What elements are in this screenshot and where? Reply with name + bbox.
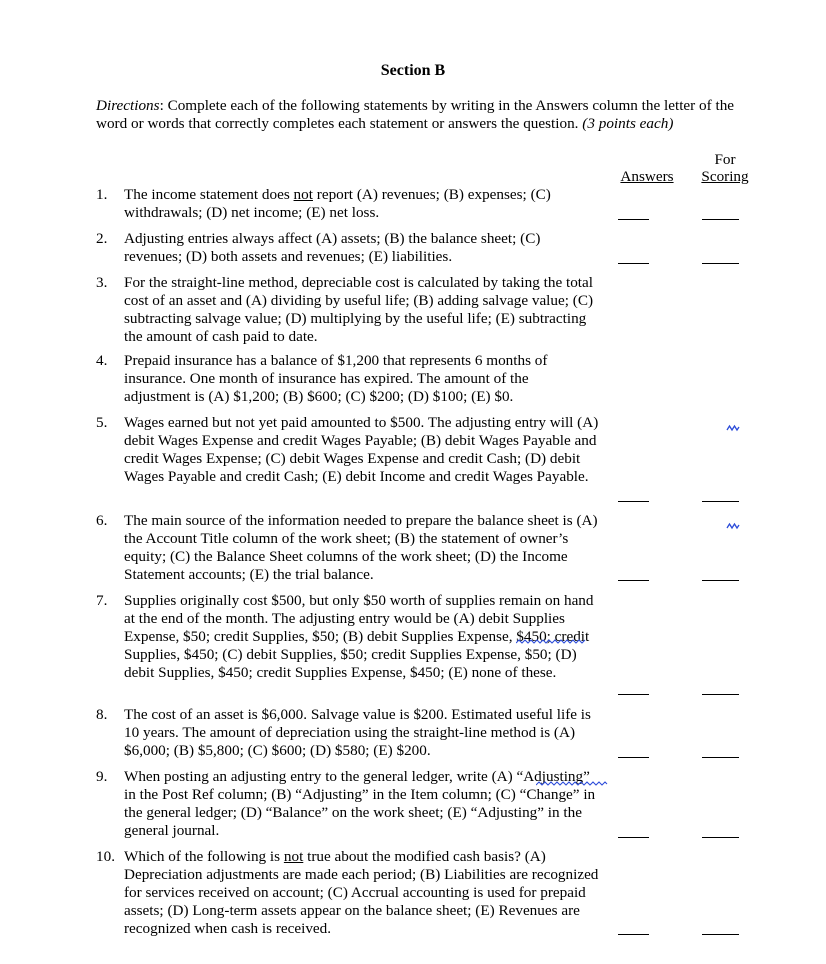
scoring-blank-8[interactable] (702, 757, 739, 758)
answer-blank-8[interactable] (618, 757, 649, 758)
spellcheck-underline-icon (516, 638, 586, 646)
scoring-blank-1[interactable] (702, 219, 739, 220)
directions-text: : Complete each of the following statements by writing in the Answers column the letter of the word or words that correctly completes each statement or answers the question. (96, 97, 735, 132)
answer-blank-5[interactable] (618, 501, 649, 502)
points-note: (3 points each) (582, 115, 674, 132)
answer-blank-1[interactable] (618, 219, 649, 220)
answer-blank-9[interactable] (618, 837, 649, 838)
scoring-blank-7[interactable] (702, 694, 739, 695)
question-1-text: The income statement does not report (A) revenues; (B) expenses; (C) withdrawals; (D) net income; (E) net loss. (124, 186, 551, 221)
directions-label: Directions (96, 97, 160, 114)
question-2-text: Adjusting entries always affect (A) assets; (B) the balance sheet; (C) revenues; (D) both assets and revenues; (E) liabilities. (124, 230, 541, 265)
question-3-text: For the straight-line method, depreciable cost is calculated by taking the total cost of an asset and (A) dividing by useful life; (B) adding salvage value; (C) subtracting salvage value; (D) multiplying by the useful life; (E) subtracting the amount of cash paid to date. (124, 274, 594, 345)
spellcheck-mark-icon (726, 424, 740, 432)
answers-column-header: Answers (620, 168, 674, 185)
answer-blank-10[interactable] (618, 934, 649, 935)
question-4-text: Prepaid insurance has a balance of $1,200 that represents 6 months of insurance. One month of insurance has expired. The amount of the adjustment is (A) $1,200; (B) $600; (C) $200; (D) $100; (E) $0. (124, 352, 548, 405)
scoring-blank-2[interactable] (702, 263, 739, 264)
scoring-blank-9[interactable] (702, 837, 739, 838)
directions (96, 97, 756, 133)
question-10-text: Which of the following is not true about the modified cash basis? (A) Depreciation adjustments are made each period; (B) Liabilities are recognized for services received on account; (C) Accrual accounting is used for prepaid assets; (D) Long-term assets appear on the balance sheet; (E) Revenues are recognized when cash is received. (124, 848, 599, 937)
spellcheck-underline-icon (536, 780, 608, 788)
spellcheck-mark-icon (726, 522, 740, 530)
question-5-text: Wages earned but not yet paid amounted to $500. The adjusting entry will (A) debit Wages Expense and credit Wages Payable; (B) debit Wages Payable and credit Wages Expense; (C) debit Wages Expense and credit Cash; (D) debit Wages Payable and credit Cash; (E) debit Income and credit Wages Payable. (124, 414, 599, 485)
section-title: Section B (380, 62, 446, 79)
question-9-text: When posting an adjusting entry to the general ledger, write (A) “Adjusting” in the Post Ref column; (B) “Adjusting” in the Item column; (C) “Change” in the general ledger; (D) “Balance” on the work sheet; (E) “Adjusting” in the general journal. (124, 768, 596, 839)
scoring-blank-6[interactable] (702, 580, 739, 581)
answer-blank-6[interactable] (618, 580, 649, 581)
answer-blank-7[interactable] (618, 694, 649, 695)
question-6-text: The main source of the information needed to prepare the balance sheet is (A) the Account Title column of the work sheet; (B) the statement of owner’s equity; (C) the Balance Sheet columns of the work sheet; (D) the Income Statement accounts; (E) the trial balance. (124, 512, 598, 583)
question-7-text: Supplies originally cost $500, but only $50 worth of supplies remain on hand at the end of the month. The adjusting entry would be (A) debit Supplies Expense, $50; credit Supplies, $50; (B) debit Supplies Expense, $450; credit Supplies, $450; (C) debit Supplies, $50; credit Supplies Expense, $50; (D) debit Supplies, $450; credit Supplies Expense, $450; (E) none of these. (124, 592, 594, 681)
question-8-text: The cost of an asset is $6,000. Salvage value is $200. Estimated useful life is 10 years. The amount of depreciation using the straight-line method is (A) $6,000; (B) $5,800; (C) $600; (D) $580; (E) $200. (124, 706, 591, 759)
scoring-blank-10[interactable] (702, 934, 739, 935)
scoring-column-header: For Scoring (701, 151, 749, 185)
scoring-blank-5[interactable] (702, 501, 739, 502)
answer-blank-2[interactable] (618, 263, 649, 264)
